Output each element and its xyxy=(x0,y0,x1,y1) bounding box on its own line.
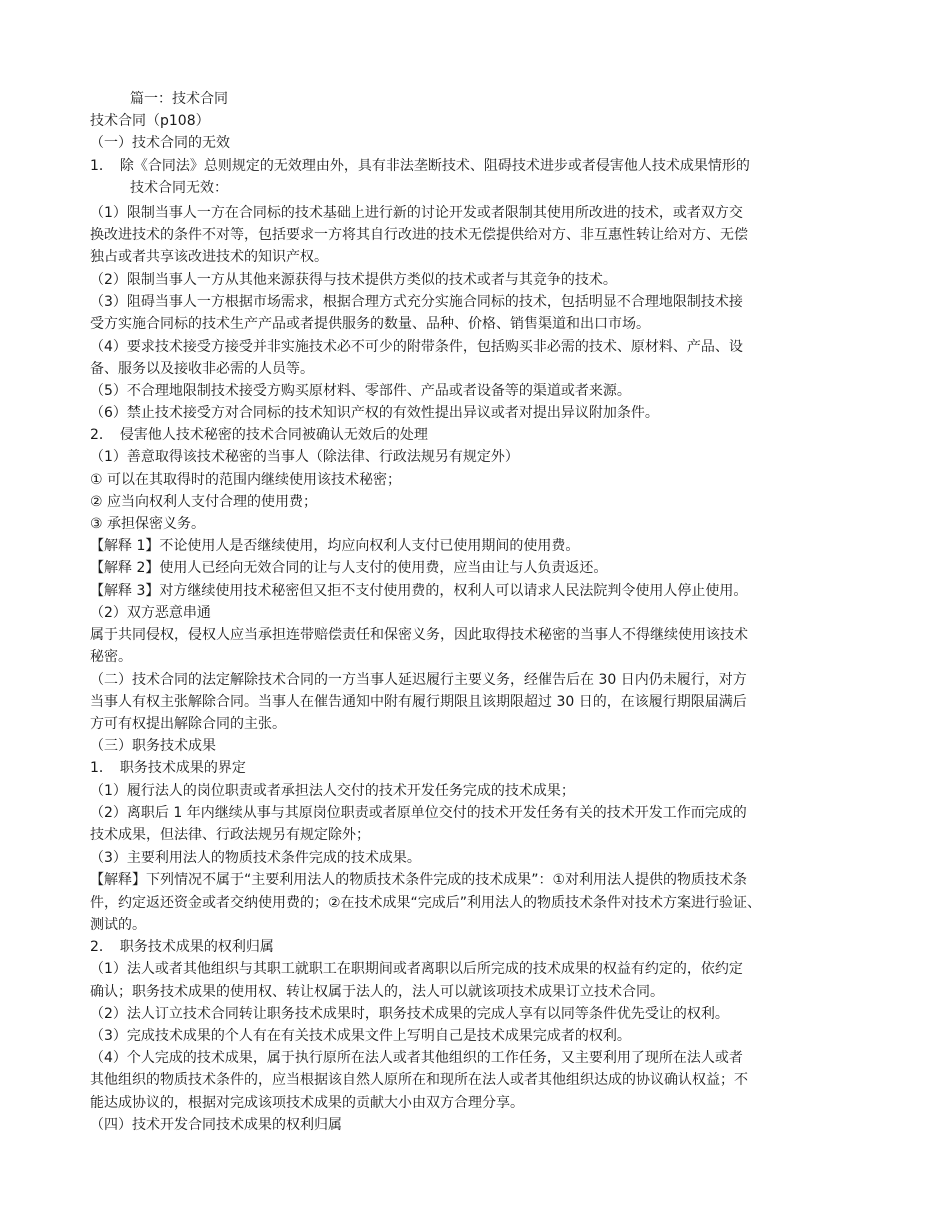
text-line: 备、服务以及接收非必需的人员等。 xyxy=(90,361,314,377)
text-line: 【解释 2】使用人已经向无效合同的让与人支付的使用费，应当由让与人负责返还。 xyxy=(90,560,608,576)
text-line: 【解释】下列情况不属于“主要利用法人的物质技术条件完成的技术成果”：①对利用法人提供的物质技术条 xyxy=(90,872,748,888)
text-line: （2）离职后 1 年内继续从事与其原岗位职责或者原单位交付的技术开发任务有关的技术开发工作而完成的 xyxy=(90,805,747,821)
text-line: （4）要求技术接受方接受并非实施技术必不可少的附带条件，包括购买非必需的技术、原材料、产品、设 xyxy=(90,339,743,355)
text-line: 2． 侵害他人技术秘密的技术合同被确认无效后的处理 xyxy=(90,427,428,443)
text-line: 1． 职务技术成果的界定 xyxy=(90,760,246,776)
text-line: 受方实施合同标的技术生产产品或者提供服务的数量、品种、价格、销售渠道和出口市场。 xyxy=(90,316,650,332)
text-line: 1． 除《合同法》总则规定的无效理由外，具有非法垄断技术、阻碍技术进步或者侵害他人技术成果情形的 xyxy=(90,158,750,174)
text-line: ① 可以在其取得时的范围内继续使用该技术秘密； xyxy=(90,472,401,488)
text-line: （2）限制当事人一方从其他来源获得与技术提供方类似的技术或者与其竞争的技术。 xyxy=(90,272,617,288)
text-line: 技术合同无效： xyxy=(130,180,228,196)
subsection-heading: （四）技术开发合同技术成果的权利归属 xyxy=(90,1117,342,1133)
subsection-heading: （三）职务技术成果 xyxy=(90,738,216,754)
text-line: （1）善意取得该技术秘密的当事人（除法律、行政法规另有规定外） xyxy=(90,449,519,465)
text-line: （1）履行法人的岗位职责或者承担法人交付的技术开发任务完成的技术成果； xyxy=(90,783,575,799)
text-line: 当事人有权主张解除合同。当事人在催告通知中附有履行期限且该期限超过 30 日的，在该履行期限届满后 xyxy=(90,694,747,710)
text-line: ② 应当向权利人支付合理的使用费； xyxy=(90,494,318,510)
text-line: 能达成协议的，根据对完成该项技术成果的贡献大小由双方合理分享。 xyxy=(90,1095,524,1111)
text-line: 秘密。 xyxy=(90,649,132,665)
text-line: 其他组织的物质技术条件的，应当根据该自然人原所在和现所在法人或者其他组织达成的协议确认权益；不 xyxy=(90,1072,748,1088)
subsection-heading: （一）技术合同的无效 xyxy=(90,135,230,151)
text-line: （3）完成技术成果的个人有在有关技术成果文件上写明自己是技术成果完成者的权利。 xyxy=(90,1028,631,1044)
text-line: （2）法人订立技术合同转让职务技术成果时，职务技术成果的完成人享有以同等条件优先受让的权利。 xyxy=(90,1006,729,1022)
text-line: 件，约定返还资金或者交纳使用费的；②在技术成果“完成后”利用法人的物质技术条件对技术方案进行验证、 xyxy=(90,895,762,911)
text-line: （3）阻碍当事人一方根据市场需求，根据合理方式充分实施合同标的技术，包括明显不合理地限制技术接 xyxy=(90,294,743,310)
section-heading: 技术合同（p108） xyxy=(90,113,210,129)
text-line: 测试的。 xyxy=(90,917,146,933)
text-line: （2）双方恶意串通 xyxy=(90,605,211,621)
text-line: 【解释 1】不论使用人是否继续使用，均应向权利人支付已使用期间的使用费。 xyxy=(90,538,580,554)
text-line: 2． 职务技术成果的权利归属 xyxy=(90,939,274,955)
text-line: （4）个人完成的技术成果，属于执行原所在法人或者其他组织的工作任务，又主要利用了现所在法人或者 xyxy=(90,1050,743,1066)
text-line: （1）限制当事人一方在合同标的技术基础上进行新的讨论开发或者限制其使用所改进的技术，或者双方交 xyxy=(90,205,743,221)
text-line: 属于共同侵权，侵权人应当承担连带赔偿责任和保密义务，因此取得技术秘密的当事人不得继续使用该技术 xyxy=(90,627,748,643)
text-line: ③ 承担保密义务。 xyxy=(90,516,206,532)
text-line: （5）不合理地限制技术接受方购买原材料、零部件、产品或者设备等的渠道或者来源。 xyxy=(90,383,631,399)
text-line: 技术成果，但法律、行政法规另有规定除外； xyxy=(90,827,370,843)
text-line: 换改进技术的条件不对等，包括要求一方将其自行改进的技术无偿提供给对方、非互惠性转让给对方、无偿 xyxy=(90,227,748,243)
text-line: （6）禁止技术接受方对合同标的技术知识产权的有效性提出异议或者对提出异议附加条件。 xyxy=(90,405,659,421)
text-line: 方可有权提出解除合同的主张。 xyxy=(90,716,286,732)
text-line: 独占或者共享该改进技术的知识产权。 xyxy=(90,249,328,265)
document-title: 篇一：技术合同 xyxy=(130,91,228,107)
text-line: 【解释 3】对方继续使用技术秘密但又拒不支付使用费的，权利人可以请求人民法院判令使用人停止使用。 xyxy=(90,583,748,599)
text-line: （二）技术合同的法定解除技术合同的一方当事人延迟履行主要义务，经催告后在 30 日内仍未履行，对方 xyxy=(90,672,747,688)
text-line: 确认；职务技术成果的使用权、转让权属于法人的，法人可以就该项技术成果订立技术合同。 xyxy=(90,984,664,1000)
text-line: （3）主要利用法人的物质技术条件完成的技术成果。 xyxy=(90,850,421,866)
text-line: （1）法人或者其他组织与其职工就职工在职期间或者离职以后所完成的技术成果的权益有约定的，依约定 xyxy=(90,961,743,977)
